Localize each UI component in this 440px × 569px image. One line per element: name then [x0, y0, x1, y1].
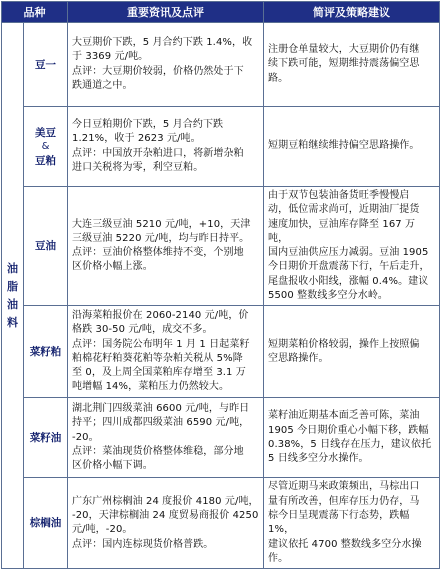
news-line: -20。 [72, 431, 99, 443]
category-char: 油 [7, 261, 18, 275]
news-line: 区价格小幅下调。 [72, 460, 153, 472]
variety-cell: 豆一 [24, 23, 68, 107]
advice-line: 短期豆粕继续维持偏空思路操作。 [268, 140, 420, 152]
variety-cell: 菜籽油 [24, 398, 68, 478]
category-char: 油 [7, 297, 18, 311]
news-line: 三级豆油 5220 元/吨，均与昨日持平。 [72, 232, 250, 244]
advice-line: 尾盘报收小阳线，涨幅 0.4%。建议 [268, 275, 429, 287]
category-cell [2, 23, 24, 569]
table-row [2, 398, 440, 478]
advice-line: 短期菜粕价格较弱，操作上按照偏 [268, 338, 420, 350]
advice-line: 尽管近期马来政策频出，马棕出口 [268, 481, 420, 493]
advice-line: 0.38%，5 日线存在压力，建议依托 [268, 438, 432, 450]
variety-cell [24, 107, 68, 187]
advice-cell [264, 478, 440, 569]
advice-line: 棕今日呈现震荡下行态势，跌幅 1%， [268, 509, 410, 536]
news-line: -20，天津棕榈油 24 度贸易商报价 4250 [72, 509, 259, 521]
news-cell [68, 23, 264, 107]
variety-cell: 菜籽粕 [24, 306, 68, 398]
advice-cell [264, 187, 440, 306]
variety-name: 豆粕 [35, 154, 56, 167]
news-cell [68, 107, 264, 187]
news-line: 粕棉花籽粕葵花粕等杂粕关税从 5%降 [72, 352, 243, 364]
advice-line: 5500 整数线多空分水岭。 [268, 290, 389, 302]
news-line: 广东广州棕榈油 24 度报价 4180 元/吨， [72, 495, 259, 507]
news-line: 点评：豆油价格整体维持不变，个别地 [72, 247, 244, 259]
advice-line: 注册仓单量较大，大豆期价仍有继 [268, 44, 420, 56]
header-row [2, 2, 440, 23]
news-line: 持平；四川成都四级菜油 6590 元/吨， [72, 417, 250, 429]
news-line: 跌通道之中。 [72, 79, 133, 91]
advice-line: 路。 [268, 72, 289, 84]
news-line: 元/吨，-20。 [72, 524, 133, 536]
variety-ampersand: & [41, 140, 50, 152]
news-line: 于 3369 元/吨。 [72, 51, 149, 63]
advice-line: 1905 今日期价重心小幅下移，跌幅 [268, 424, 429, 436]
advice-line: 菜籽油近期基本面乏善可陈，菜油 [268, 410, 420, 422]
advice-line: 动，低位需求尚可，近期油厂提货 [268, 204, 420, 216]
news-line: 吨增幅 14%，菜粕压力仍然较大。 [72, 381, 230, 393]
category-char: 脂 [7, 279, 18, 293]
category-char: 料 [7, 315, 18, 329]
advice-cell [264, 107, 440, 187]
commodity-report-table-wrapper [1, 1, 439, 564]
variety-name: 美豆 [35, 126, 56, 139]
advice-cell [264, 23, 440, 107]
news-line: 进口关税将为零，利空豆粕。 [72, 161, 204, 173]
news-line: 大连三级豆油 5210 元/吨，+10，天津 [72, 218, 251, 230]
table-row [2, 187, 440, 306]
header-advice: 简评及策略建议 [264, 2, 440, 23]
news-line: 点评：国务院公布明年 1 月 1 日起菜籽 [72, 338, 250, 350]
commodity-report-table [1, 1, 440, 569]
advice-line: 今日期价开盘震荡下行，午后走升， [268, 261, 430, 273]
table-row [2, 478, 440, 569]
news-cell [68, 398, 264, 478]
news-cell [68, 478, 264, 569]
news-cell [68, 187, 264, 306]
advice-line: 国内豆油供应压力减弱。豆油 1905 [268, 247, 429, 259]
news-line: 点评：大豆期价较弱，价格仍然处于下 [72, 65, 244, 77]
news-line: 大豆期价下跌，5 月合约下跌 1.4%，收 [72, 36, 253, 48]
header-variety: 品种 [2, 2, 68, 23]
advice-cell [264, 398, 440, 478]
advice-line: 续下跌可能，短期维持震荡偏空思 [268, 58, 420, 70]
news-line: 区价格小幅上涨。 [72, 261, 153, 273]
table-row [2, 107, 440, 187]
advice-line: 5 日线多空分水操作。 [268, 453, 369, 465]
advice-line: 速度加快，豆油库存降至 167 万吨， [268, 218, 416, 244]
advice-line: 空思路操作。 [268, 352, 329, 364]
news-cell [68, 306, 264, 398]
advice-line: 由于双节包装油备货旺季慢慢启 [268, 190, 410, 201]
news-line: 格跌 30-50 元/吨，成交不多。 [72, 324, 213, 336]
news-line: 今日豆粕期价下跌，5 月合约下跌 [72, 118, 224, 130]
advice-line: 量有所改善，但库存压力仍存，马 [268, 495, 420, 507]
news-line: 点评：菜油现货价格整体维稳，部分地 [72, 446, 244, 458]
table-row [2, 23, 440, 107]
news-line: 1.21%，收于 2623 元/吨。 [72, 133, 201, 145]
header-news: 重要资讯及点评 [68, 2, 264, 23]
news-line: 湖北荆门四级菜油 6600 元/吨，与昨日 [72, 403, 250, 415]
news-line: 至 0，及上周全国菜粕库存增至 3.1 万 [72, 367, 246, 379]
advice-cell [264, 306, 440, 398]
news-line: 点评：中国放开杂粕进口，将新增杂粕 [72, 147, 244, 159]
table-row [2, 306, 440, 398]
news-line: 点评：国内连棕现货价格普跌。 [72, 538, 214, 550]
variety-cell: 棕榈油 [24, 478, 68, 569]
news-line: 沿海菜粕报价在 2060-2140 元/吨，价 [72, 309, 249, 321]
variety-cell: 豆油 [24, 187, 68, 306]
advice-line: 建议依托 4700 整数线多空分水操作。 [268, 538, 422, 564]
